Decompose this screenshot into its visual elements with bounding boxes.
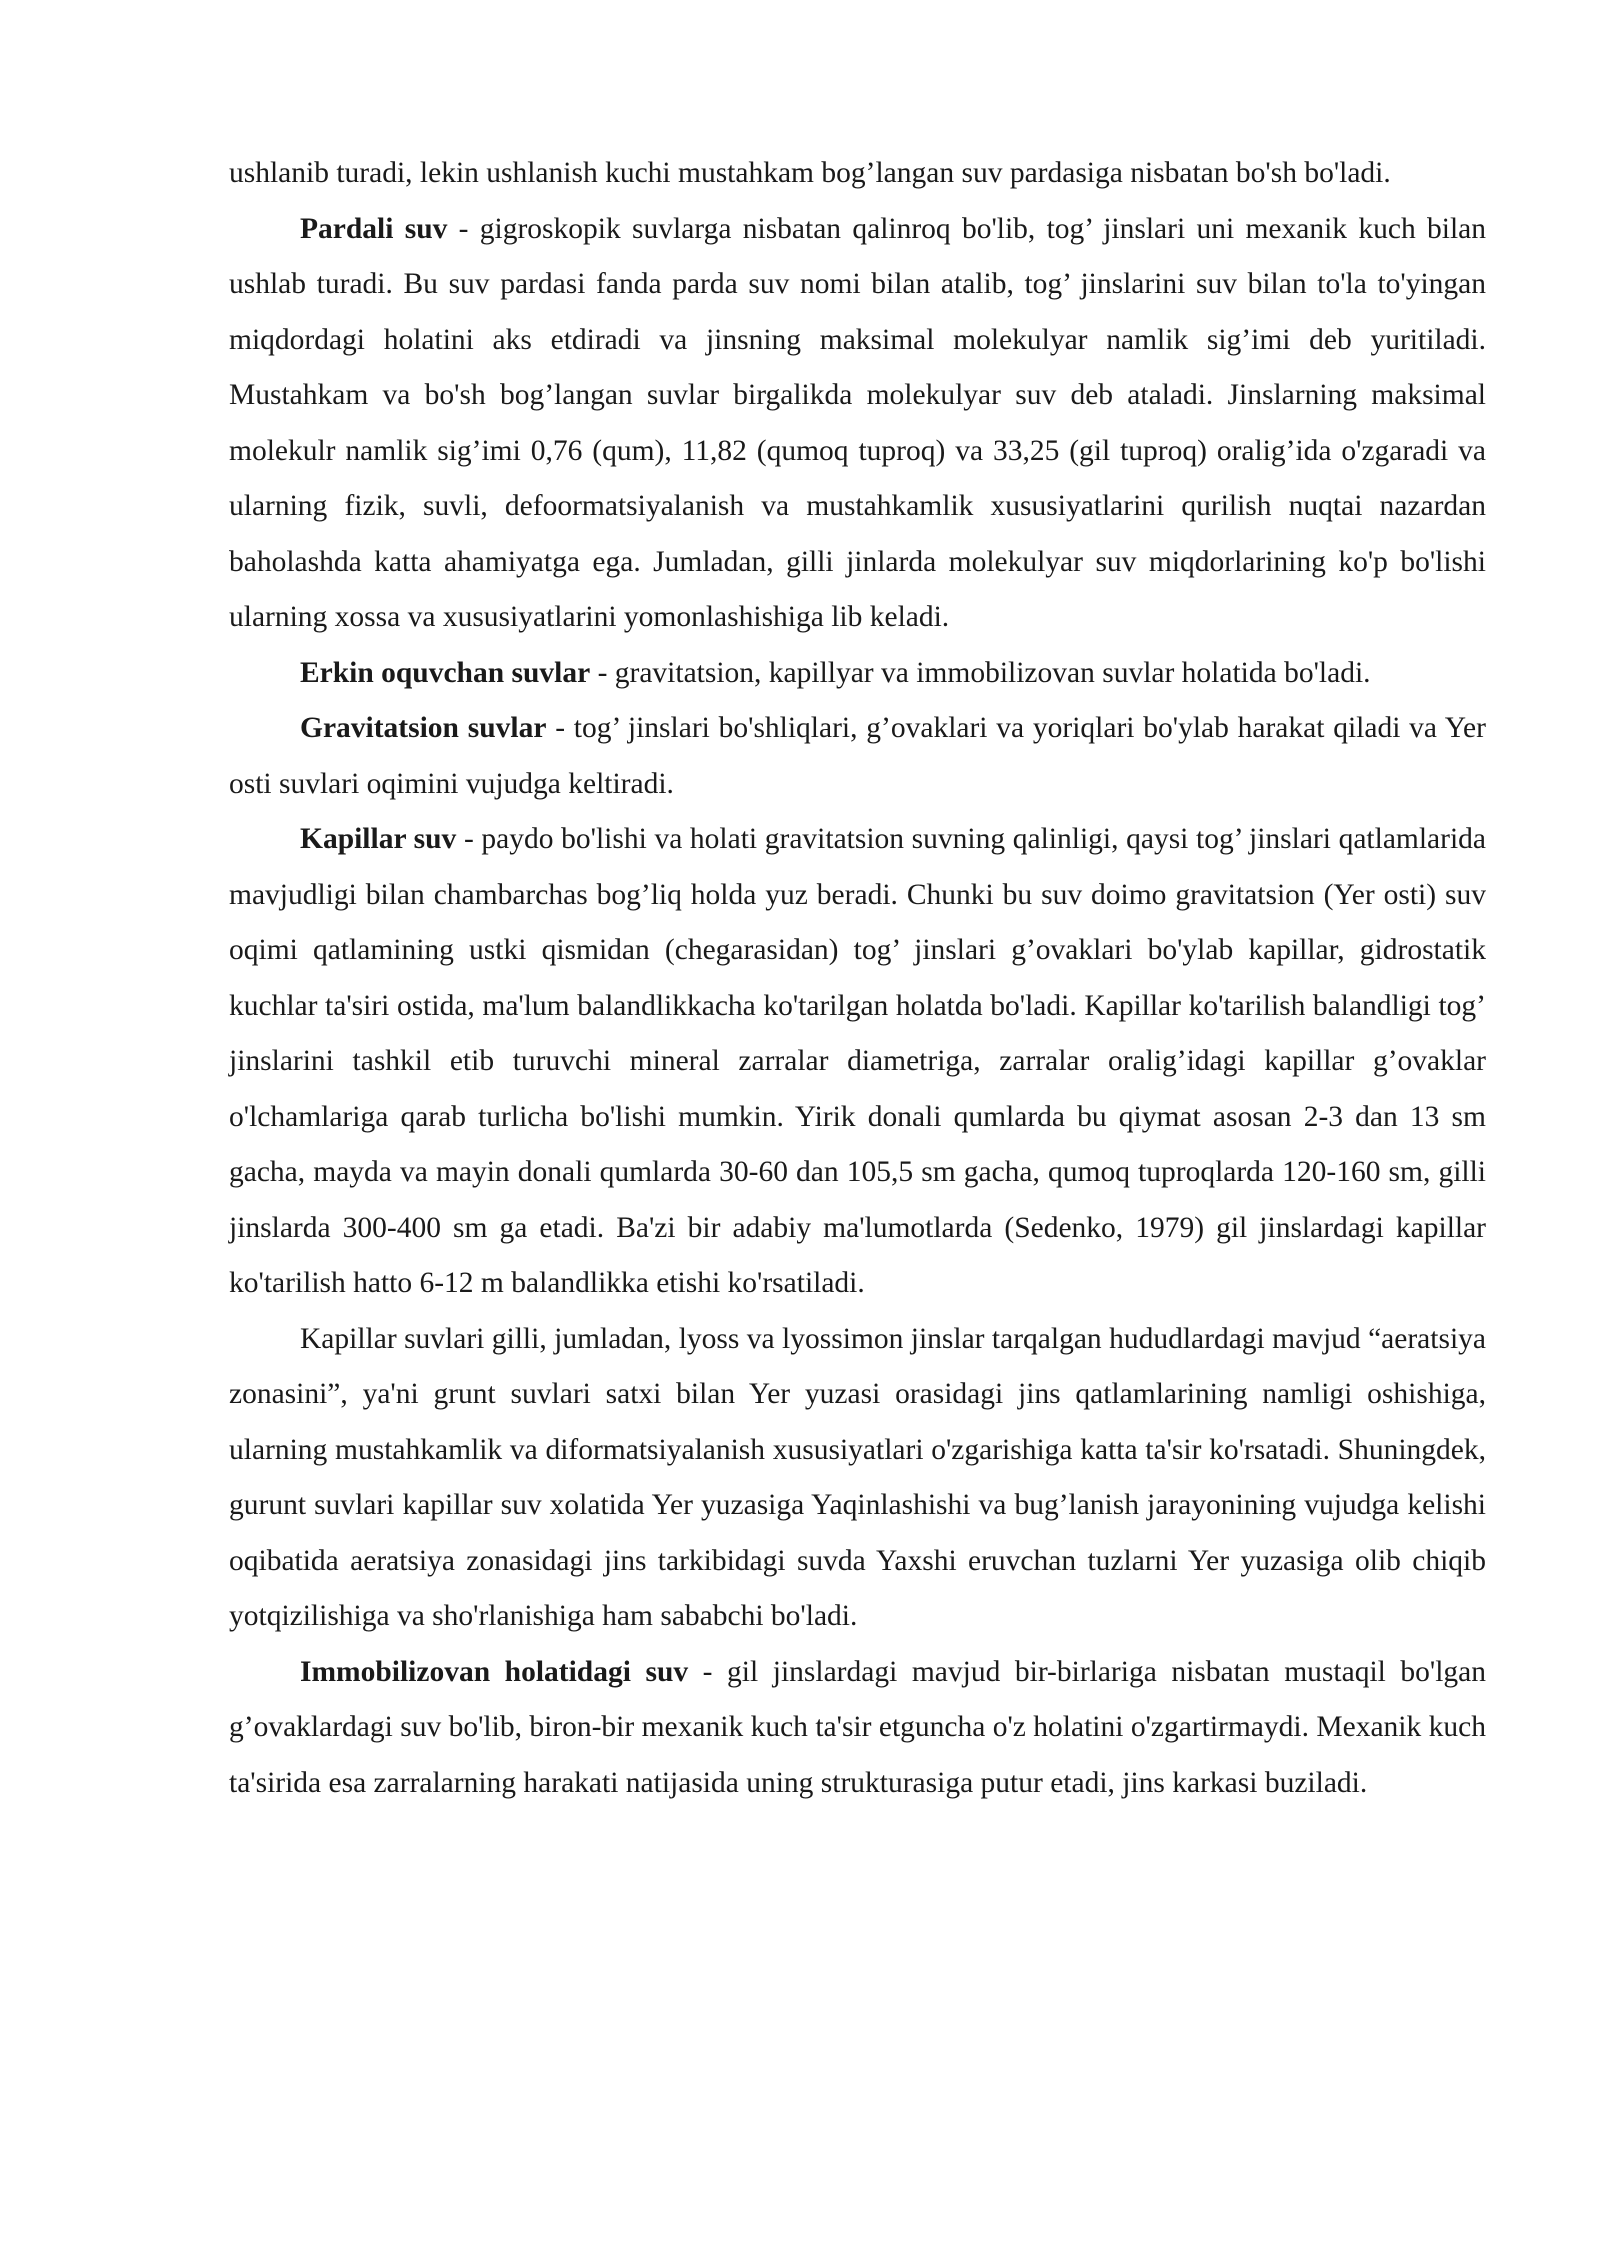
paragraph-text: Kapillar suvlari gilli, jumladan, lyoss va lyossimon jinslar tarqalgan hududlardagi mavjud “aeratsiya zonasini”, ya'ni grunt suvlari satxi bilan Yer yuzasi orasidagi jins qatlamlarining namligi oshishiga, ularning mustahkamlik va diformatsiyalanish xususiyatlari o'zgarishiga katta ta'sir ko'rsatadi. Shuningdek, gurunt suvlari kapillar suv xolatida Yer yuzasiga Yaqinlashishi va bug’lanish jarayonining vujudga kelishi oqibatida aeratsiya zonasidagi jins tarkibidagi suvda Yaxshi eruvchan tuzlarni Yer yuzasiga olib chiqib yotqizilishiga va sho'rlanishiga ham sababchi bo'ladi. xyxy=(229,1322,1486,1632)
paragraph-text: - gravitatsion, kapillyar va immobilizovan suvlar holatida bo'ladi. xyxy=(590,656,1371,689)
term-gravitatsion-suvlar: Gravitatsion suvlar xyxy=(300,712,547,744)
term-kapillar-suv: Kapillar suv xyxy=(300,823,457,855)
paragraph-continuation xyxy=(229,146,1486,202)
paragraph-kapillar-suv xyxy=(229,812,1486,1312)
paragraph-erkin-oquvchan-suvlar xyxy=(229,646,1486,702)
paragraph-text: ushlanib turadi, lekin ushlanish kuchi mustahkam bog’langan suv pardasiga nisbatan bo'sh bo'ladi. xyxy=(229,157,1391,189)
paragraph-text: - paydo bo'lishi va holati gravitatsion suvning qalinligi, qaysi tog’ jinslari qatlamlarida mavjudligi bilan chambarchas bog’liq holda yuz beradi. Chunki bu suv doimo gravitatsion (Yer osti) suv oqimi qatlamining ustki qismidan (chegarasidan) tog’ jinslari g’ovaklari bo'ylab kapillar, gidrostatik kuchlar ta'siri ostida, ma'lum balandlikkacha ko'tarilgan holatda bo'ladi. Kapillar ko'tarilish balandligi tog’ jinslarini tashkil etib turuvchi mineral zarralar diametriga, zarralar oralig’idagi kapillar g’ovaklar o'lchamlariga qarab turlicha bo'lishi mumkin. Yirik donali qumlarda bu qiymat asosan 2-3 dan 13 sm gacha, mayda va mayin donali qumlarda 30-60 dan 105,5 sm gacha, qumoq tuproqlarda 120-160 sm, gilli jinslarda 300-400 sm ga etadi. Ba'zi bir adabiy ma'lumotlarda (Sedenko, 1979) gil jinslardagi kapillar ko'tarilish hatto 6-12 m balandlikka etishi ko'rsatiladi. xyxy=(229,823,1487,1299)
paragraph-kapillar-suvlari xyxy=(229,1312,1486,1645)
term-pardali-suv: Pardali suv xyxy=(300,212,448,245)
paragraph-immobilizovan-holatidagi-suv xyxy=(229,1645,1486,1812)
paragraph-text: - gigroskopik suvlarga nisbatan qalinroq bo'lib, tog’ jinslari uni mexanik kuch bilan ushlab turadi. Bu suv pardasi fanda parda suv nomi bilan atalib, tog’ jinslarini suv bilan to'la to'yingan miqdordagi holatini aks etdiradi va jinsning maksimal molekulyar namlik sig’imi deb yuritiladi. Mustahkam va bo'sh bog’langan suvlar birgalikda molekulyar suv deb ataladi. Jinslarning maksimal molekulr namlik sig’imi 0,76 (qum), 11,82 (qumoq tuproq) va 33,25 (gil tuproq) oralig’ida o'zgaradi va ularning fizik, suvli, defoormatsiyalanish va mustahkamlik xususiyatlarini qurilish nuqtai nazardan baholashda katta ahamiyatga ega. Jumladan, gilli jinlarda molekulyar suv miqdorlarining ko'p bo'lishi ularning xossa va xususiyatlarini yomonlashishiga lib keladi. xyxy=(229,212,1486,633)
term-erkin-oquvchan-suvlar: Erkin oquvchan suvlar xyxy=(300,656,591,689)
paragraph-gravitatsion-suvlar xyxy=(229,701,1486,812)
paragraph-pardali-suv xyxy=(229,202,1486,646)
document-page xyxy=(229,146,1486,1811)
paragraph-text: - gil jinslardagi mavjud bir-birlariga nisbatan mustaqil bo'lgan g’ovaklardagi suv bo'lib, biron-bir mexanik kuch ta'sir etguncha o'z holatini o'zgartirmaydi. Mexanik kuch ta'sirida esa zarralarning harakati natijasida uning strukturasiga putur etadi, jins karkasi buziladi. xyxy=(229,1655,1486,1799)
paragraph-text: - tog’ jinslari bo'shliqlari, g’ovaklari va yoriqlari bo'ylab harakat qiladi va Yer osti suvlari oqimini vujudga keltiradi. xyxy=(229,712,1486,800)
term-immobilizovan-holatidagi-suv: Immobilizovan holatidagi suv xyxy=(300,1655,689,1688)
